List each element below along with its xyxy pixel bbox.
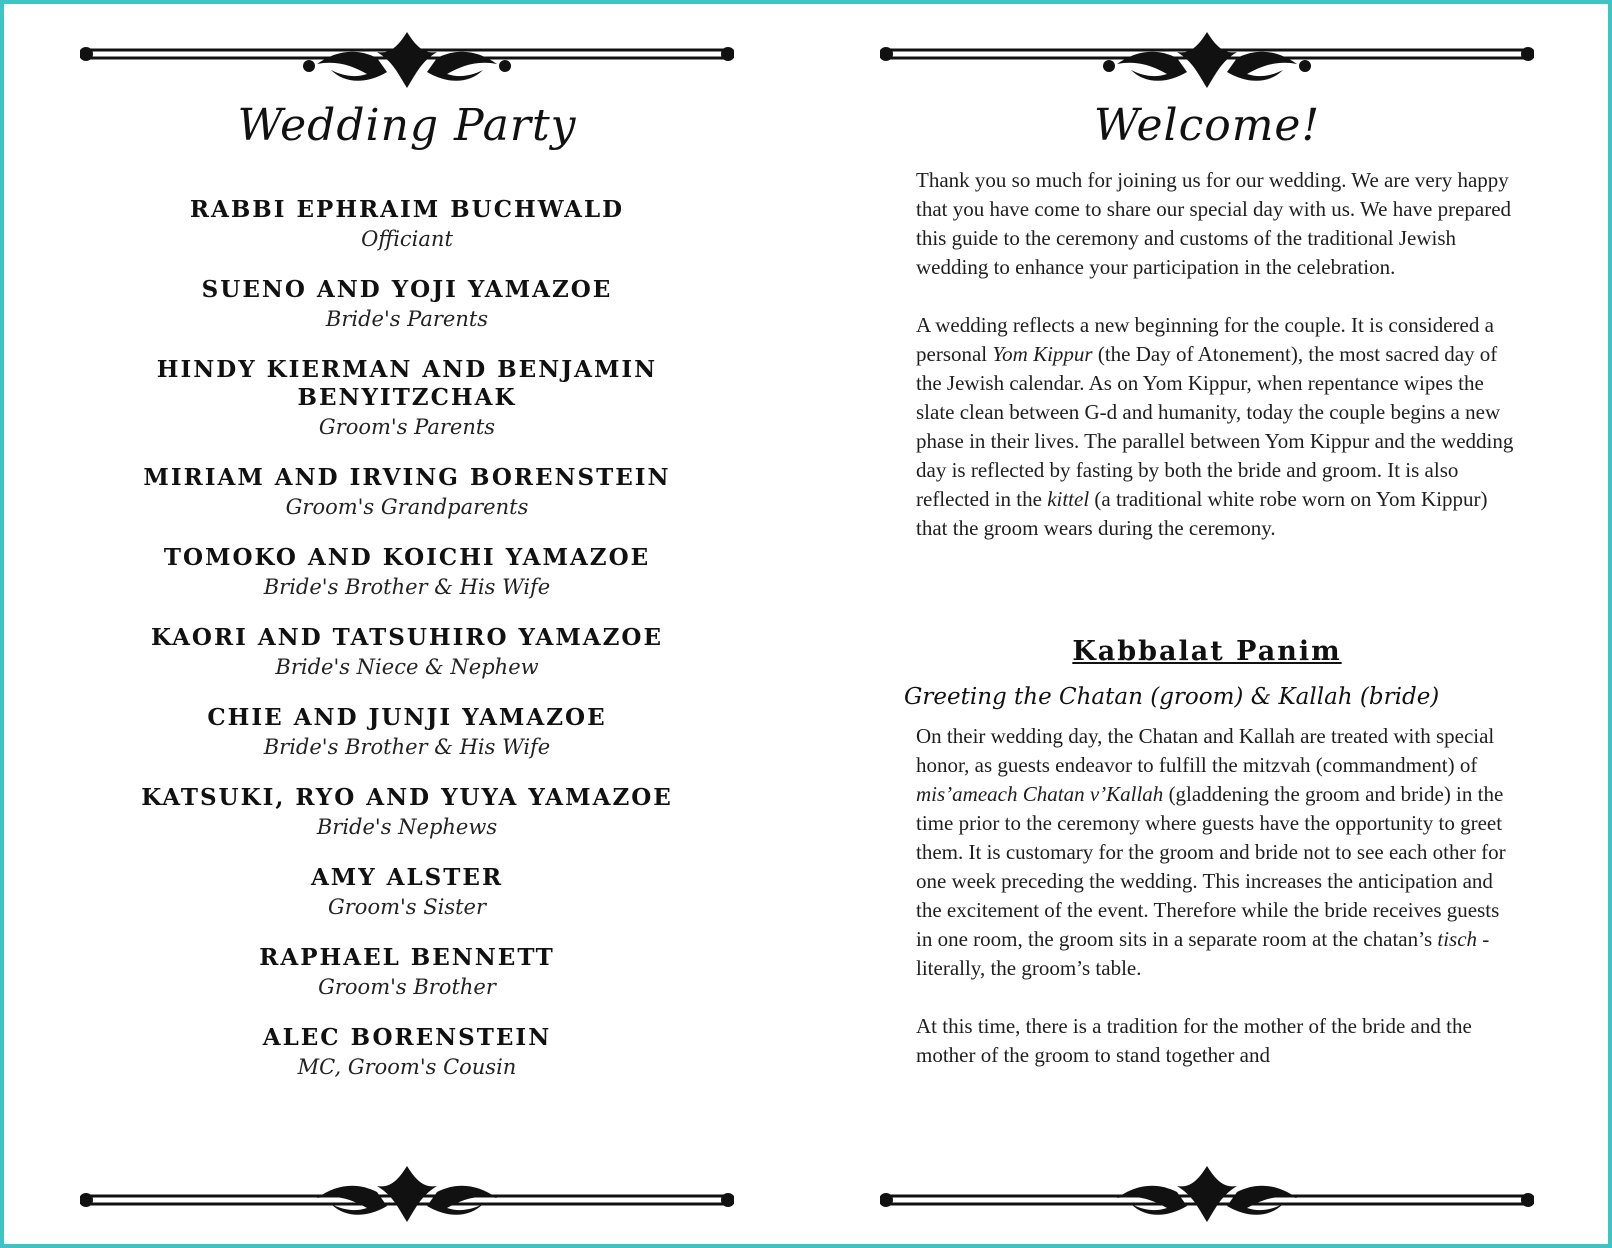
party-member — [80, 356, 734, 442]
party-member-role: Groom's Brother — [318, 975, 496, 999]
party-member-role: MC, Groom's Cousin — [297, 1055, 517, 1079]
party-member-name: RABBI EPHRAIM BUCHWALD — [189, 196, 625, 223]
reflection-paragraph — [916, 311, 1516, 543]
party-member-role: Bride's Niece & Nephew — [275, 655, 539, 679]
flourish-ornament-top — [297, 28, 517, 92]
greeting-emphasis-2: tisch — [1437, 927, 1478, 951]
party-member — [80, 864, 734, 922]
bottom-rule — [880, 1178, 1534, 1218]
greeting-emphasis-1: mis’ameach Chatan v’Kallah — [916, 782, 1164, 806]
reflection-text-3: (a traditional white robe worn on Yom Kippur) that the groom wears during the ceremony. — [916, 487, 1488, 540]
party-member — [80, 1024, 734, 1082]
welcome-heading: Welcome! — [1093, 100, 1321, 151]
reflection-text-2: (the Day of Atonement), the most sacred day of the Jewish calendar. As on Yom Kippur, when repentance wipes the slate clean between G-d and humanity, today the couple begins a new phase in their lives. The parallel between Yom Kippur and the wedding day is reflected by fasting by both the bride and groom. It is also reflected in the — [916, 342, 1514, 511]
wedding-party-heading: Wedding Party — [237, 100, 577, 151]
party-member — [80, 464, 734, 522]
right-page — [880, 0, 1534, 1248]
party-member-role: Groom's Grandparents — [285, 495, 529, 519]
party-member-role: Bride's Nephews — [316, 815, 498, 839]
reflection-emphasis-2: kittel — [1047, 487, 1090, 511]
party-member-name: HINDY KIERMAN AND BENJAMIN BENYITZCHAK — [156, 356, 658, 411]
welcome-body — [916, 166, 1516, 572]
party-member — [80, 276, 734, 334]
reflection-text-1: A wedding reflects a new beginning for the couple. It is considered a personal — [916, 313, 1494, 366]
party-member-name: AMY ALSTER — [310, 864, 504, 891]
kabbalat-panim-subtitle: Greeting the Chatan (groom) & Kallah (bride) — [904, 684, 1440, 710]
party-member — [80, 196, 734, 254]
party-member-name: ALEC BORENSTEIN — [262, 1024, 552, 1051]
greeting-text-2: (gladdening the groom and bride) in the time prior to the ceremony where guests have the opportunity to greet them. It is customary for the groom and bride not to see each other for one week preceding the wedding. This increases the anticipation and the excitement of the event. Therefore while the bride receives guests in one room, the groom sits in a separate room at the chatan’s — [916, 782, 1506, 951]
bottom-rule — [80, 1178, 734, 1218]
party-member — [80, 624, 734, 682]
tradition-paragraph: At this time, there is a tradition for the mother of the bride and the mother of the groom to stand together and — [916, 1014, 1472, 1067]
greeting-paragraph — [916, 722, 1516, 983]
wedding-party-list — [80, 196, 734, 1104]
party-member — [80, 544, 734, 602]
party-member-name: CHIE AND JUNJI YAMAZOE — [207, 704, 607, 731]
party-member — [80, 944, 734, 1002]
party-member — [80, 704, 734, 762]
party-member-role: Groom's Parents — [318, 415, 496, 439]
party-member-role: Officiant — [361, 227, 453, 251]
greeting-text-3: - literally, the groom’s table. — [916, 927, 1490, 980]
party-member-name: MIRIAM AND IRVING BORENSTEIN — [143, 464, 671, 491]
kabbalat-panim-title: Kabbalat Panim — [1072, 636, 1342, 667]
flourish-ornament-top — [1097, 28, 1317, 92]
party-member-name: KATSUKI, RYO AND YUYA YAMAZOE — [141, 784, 673, 811]
welcome-paragraph: Thank you so much for joining us for our wedding. We are very happy that you have come to share our special day with us. We have prepared this guide to the ceremony and customs of the traditional Jewish wedding to enhance your participation in the celebration. — [916, 168, 1512, 279]
greeting-text-1: On their wedding day, the Chatan and Kallah are treated with special honor, as guests endeavor to fulfill the mitzvah (commandment) of — [916, 724, 1495, 777]
left-page — [80, 0, 734, 1248]
party-member-role: Groom's Sister — [327, 895, 487, 919]
party-member-role: Bride's Parents — [325, 307, 489, 331]
party-member — [80, 784, 734, 842]
party-member-name: KAORI AND TATSUHIRO YAMAZOE — [151, 624, 663, 651]
party-member-role: Bride's Brother & His Wife — [263, 575, 551, 599]
party-member-name: RAPHAEL BENNETT — [259, 944, 555, 971]
greeting-body — [916, 722, 1516, 1099]
party-member-name: TOMOKO AND KOICHI YAMAZOE — [163, 544, 651, 571]
reflection-emphasis-1: Yom Kippur — [992, 342, 1093, 366]
party-member-name: SUENO AND YOJI YAMAZOE — [201, 276, 613, 303]
party-member-role: Bride's Brother & His Wife — [263, 735, 551, 759]
